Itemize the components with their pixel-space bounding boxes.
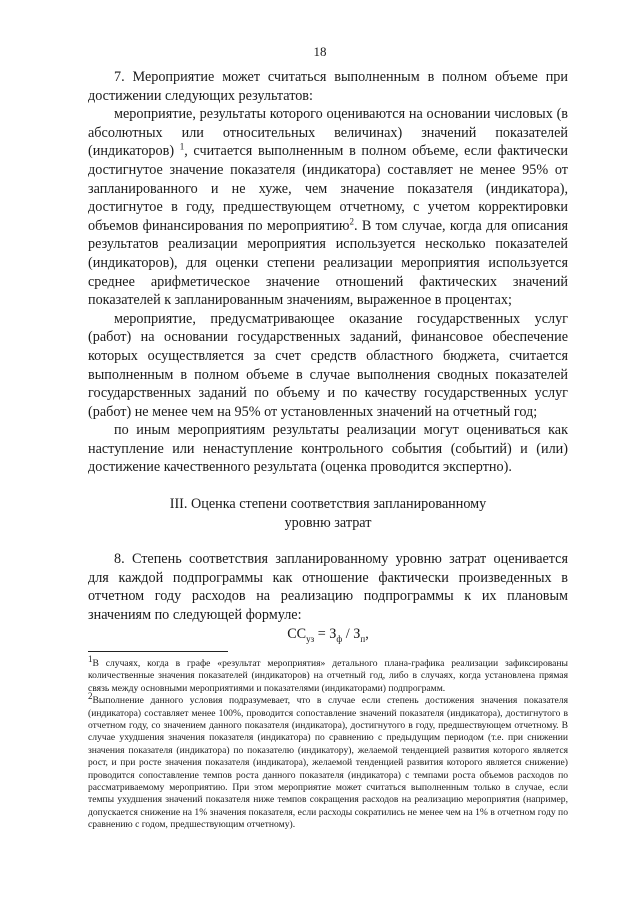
section-3-title-line2: уровню затрат	[284, 514, 372, 531]
item-7-intro: 7. Мероприятие может считаться выполненным в полном объеме при достижении следующих результатов:	[88, 69, 568, 104]
item-7-paragraph-other: по иным мероприятиям результаты реализации могут оцениваться как наступление или ненаступление контрольного события (событий) и (или) достижение качественного результата (оценка проводится экспертно).	[88, 422, 568, 476]
item-7-paragraph-numeric	[88, 105, 568, 310]
formula-lhs: СС	[287, 625, 307, 642]
item-8-paragraph: 8. Степень соответствия запланированному уровню затрат оценивается для каждой подпрограммы как отношение фактически произведенных в отчетном году расходов на реализацию подпрограммы к их плановым значениям по следующей формуле:	[88, 551, 568, 624]
footnotes	[88, 653, 568, 832]
p1-text-part2: , считается выполненным в полном объеме, если фактически достигнутое значение показателя (индикатора) составляет не менее 95% от запланированного и не хуже, чем значение показателя (индикатора), достигнутое в году, предшествующем отчетному, с учетом корректировки объемов финансирования по мероприятию	[88, 143, 569, 234]
spacer	[88, 477, 568, 495]
formula-fact-sub: ф	[336, 633, 343, 644]
formula-end: ,	[365, 625, 369, 642]
footnote-ref-1[interactable]: 1	[179, 141, 185, 152]
footnote-1	[88, 653, 568, 695]
formula-plan-sub: п	[360, 633, 366, 644]
formula-eq: = З	[314, 625, 337, 642]
formula-div: / З	[342, 625, 361, 642]
formula-lhs-sub: уз	[306, 633, 315, 644]
footnote-1-mark: 1	[88, 653, 93, 664]
footnote-2-mark: 2	[88, 691, 93, 702]
footnote-1-text: В случаях, когда в графе «результат мероприятия» детального плана-графика реализации зафиксированы количественные значения показателей (индикаторов) на отчетный год, либо в случаях, когда установлена прямая связь между основными мероприятиями и показателями (индикаторами) подпрограмм.	[88, 658, 568, 694]
footnote-ref-2[interactable]: 2	[349, 216, 355, 227]
p1-text-part1: мероприятие, результаты которого оцениваются на основании числовых (в абсолютных или относительных величинах) значений показателей (индикаторов)	[88, 106, 568, 160]
item-7-paragraph-services: мероприятие, предусматривающее оказание государственных услуг (работ) на основании государственных заданий, финансовое обеспечение которых осуществляется за счет средств областного бюджета, считается выполненным в полном объеме в случае выполнения сводных показателей государственных заданий по объему и по качеству государственных услуг (работ) не менее чем на 95% от установленных значений на отчетный год;	[88, 310, 568, 420]
cost-formula	[88, 625, 568, 644]
section-3-title-line1: III. Оценка степени соответствия запланированному	[169, 496, 487, 513]
footnote-2-text: Выполнение данного условия подразумевает, что в случае если степень достижения значения показателя (индикатора) составляет менее 100%, проводится сопоставление значений показателя (индикатора), достигнутого в отчетном году, со значением данного показателя (индикатора), достигнутого в году, предшествующем отчетному. В случае ухудшения значения показателя (индикатора) по сравнению с предыдущим периодом (т.е. при снижении значения показателя (индикатора) по показателю (индикатору), желаемой тенденцией развития которого является рост, и при росте значения показателя (индикатора), желаемой тенденцией развития которого является снижение) проводится сопоставление темпов роста данного показателя (индикатора) с темпами роста объемов расходов по рассматриваемому мероприятию. При этом мероприятие может считаться выполненным только в случае, если темпы ухудшения значений показателя ниже темпов сокращения расходов на реализацию мероприятия (например, допускается снижение на 1% значения показателя, если расходы сократились не менее чем на 1% в отчетном году по сравнению с годом, предшествующим отчетному).	[88, 695, 568, 831]
footnote-divider	[88, 651, 228, 652]
footnote-2	[88, 691, 568, 831]
main-body	[88, 68, 568, 643]
p1-text-part3: . В том случае, когда для описания результатов реализации мероприятия используется несколько показателей (индикаторов), для оценки степени реализации мероприятия используется среднее арифметическое значение отношений фактических значений показателей к запланированным значениям, выраженное в процентах;	[88, 217, 568, 309]
page-number: 18	[313, 44, 327, 59]
spacer	[88, 532, 568, 550]
